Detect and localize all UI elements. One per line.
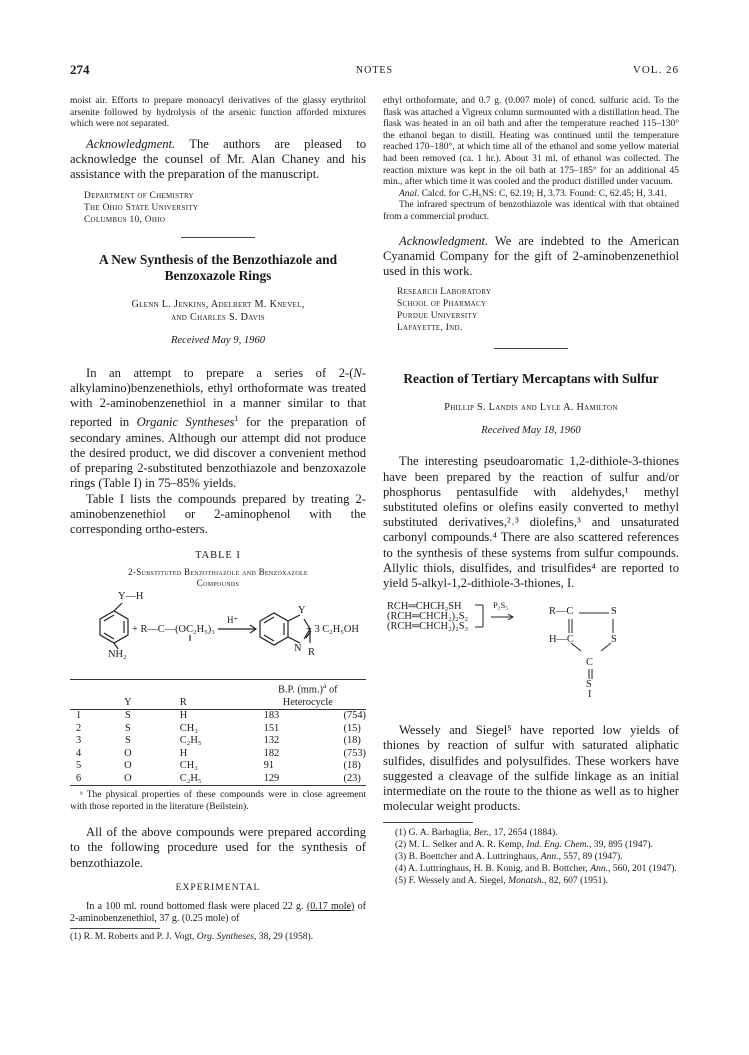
left-column — [70, 96, 366, 943]
table-row — [70, 723, 366, 735]
table-row — [70, 748, 366, 760]
table-subtitle-line: Compounds — [196, 578, 240, 589]
text-run: (1) G. A. Barbaglia, — [395, 827, 474, 839]
col-header-heterocycle: Heterocycle — [250, 697, 366, 710]
cell: 182 — [263, 747, 280, 759]
cell: H — [179, 747, 188, 759]
page-number: 274 — [70, 62, 90, 77]
affiliation-line: School of Pharmacy — [397, 298, 487, 309]
cell: 6 — [70, 773, 100, 786]
table-row — [70, 735, 366, 747]
text-run: -alkylamino)benzenethiols, ethyl orthoformate was treated with 2-aminobenzenethiol in a manner similar to that reported in — [70, 365, 366, 430]
reference — [383, 851, 679, 863]
cell: CH₃ — [179, 722, 198, 734]
text-run: Ann. — [590, 863, 609, 875]
cell: 1 — [76, 710, 82, 722]
table-intro-paragraph: Table I lists the compounds prepared by treating 2-aminobenzenethiol or 2-aminophenol with the corresponding ortho-esters. — [70, 491, 366, 536]
cell: (23) — [323, 773, 366, 786]
scheme-r: R — [308, 647, 315, 659]
scheme-n: N — [294, 643, 302, 655]
eqn-disulfide: (RCH═CHCH₂)₂S₂ — [387, 611, 469, 623]
received-date: Received May 9, 1960 — [170, 334, 266, 346]
acknowledgment — [383, 234, 679, 280]
references — [383, 827, 679, 887]
text-run: , 39, 895 (1947). — [589, 839, 653, 851]
authors-line: Glenn L. Jenkins, Adelbert M. Knevel, — [131, 298, 305, 310]
affiliation-previous — [70, 191, 366, 226]
cell: 91 — [263, 760, 275, 772]
cell: C₂H₅ — [156, 773, 250, 786]
eqn-s1: S — [611, 606, 617, 618]
text-run: for the preparation of secondary amines. Although our attempt did not produce the desired product, we did discover a convenient method of preparing 2-substituted benzothiazole and benzoxazole rings (Table I) in 75–85% yields. — [70, 415, 367, 491]
scheme-catalyst: H⁺ — [227, 615, 239, 626]
experimental-paragraph — [70, 901, 366, 926]
text-run: Monatsh. — [508, 875, 545, 887]
text-run: (2) M. L. Selker and A. R. Kemp, — [395, 839, 527, 851]
cell: (18) — [343, 760, 361, 772]
text-run: , 560, 201 (1947). — [608, 863, 677, 875]
text-run: Calcd. for C₇H₅NS: C, 62.19; H, 3.73. Found: C, 62.45; H, 3.41. — [419, 188, 667, 199]
reference — [383, 839, 679, 851]
affiliation-line: Columbus 10, Ohio — [84, 214, 166, 225]
cell: 2 — [76, 722, 82, 734]
eqn-c: C — [586, 657, 593, 669]
text-run: Organic Syntheses — [136, 415, 235, 430]
table-subtitle-line: 2-Substituted Benzothiazole and Benzoxazole — [128, 567, 308, 578]
cell: 129 — [250, 773, 324, 786]
cell: (18) — [343, 735, 361, 747]
right-column — [383, 96, 679, 887]
reaction-equation — [383, 601, 679, 659]
text-run: (3) B. Boettcher and A. Luttringhaus, — [395, 851, 541, 863]
intro-paragraph: The interesting pseudoaromatic 1,2-dithiole-3-thiones have been prepared by the reaction of sulfur and/or phosphorus pentasulfide with aldehydes,¹ methyl substituted olefins or olefins easily converted to methyl substituted derivatives,²˒³ diolefins,³ and unsaturated carbonyl compounds.⁴ There are also scattered references to the synthesis of these systems from sulfur compounds. Allylic thiols, disulfides, and trisulfides⁴ are reported to yield 5-alkyl-1,2-dithiole-3-thiones, I. — [383, 454, 679, 590]
cell: H — [179, 710, 188, 722]
cell: (753) — [343, 747, 366, 759]
cell: 151 — [263, 722, 280, 734]
footnote-marker: 1 — [234, 414, 239, 424]
affiliation-line: Purdue University — [397, 310, 478, 321]
table-title: TABLE I — [195, 550, 241, 562]
cell: O — [124, 747, 132, 759]
col-header-bp — [250, 680, 366, 697]
affiliation-line: Research Laboratory — [397, 287, 492, 298]
text-run: , 557, 89 (1947). — [558, 851, 623, 863]
cell: 5 — [76, 760, 82, 772]
infrared-paragraph: The infrared spectrum of benzothiazole was identical with that obtained from a commercial product. — [383, 200, 679, 222]
col-header-y: Y — [100, 697, 156, 710]
article-title — [70, 252, 366, 284]
acknowledgment-label: Acknowledgment. — [399, 233, 489, 248]
acknowledgment-label: Acknowledgment. — [86, 136, 176, 151]
cell: S — [124, 735, 131, 747]
text-run: , 17, 2654 (1884). — [488, 827, 558, 839]
text-run: of 2-aminobenzenethiol, 37 g. (0.25 mole) of — [70, 900, 367, 925]
text-run: Org. Syntheses — [196, 930, 254, 942]
text-run: Ind. Eng. Chem. — [526, 839, 589, 851]
text-run: N — [353, 365, 362, 380]
reference — [383, 875, 679, 887]
table-row — [70, 760, 366, 772]
table-subtitle — [70, 567, 366, 589]
cell: (754) — [343, 710, 366, 722]
col-header-index — [70, 680, 100, 697]
text-run: Anal. — [399, 188, 420, 199]
reference — [383, 827, 679, 839]
reference-1 — [70, 931, 366, 943]
text-run: (1) R. M. Roberts and P. J. Vogt, — [70, 930, 197, 942]
article-title: Reaction of Tertiary Mercaptans with Sulfur — [403, 371, 659, 387]
authors-line: and Charles S. Davis — [171, 311, 265, 323]
scheme-nh2: NH₂ — [108, 649, 127, 661]
affiliation-line: The Ohio State University — [84, 203, 199, 214]
scheme-coproduct: + 3 C₂H₅OH — [306, 624, 359, 636]
text-run: B.P. (mm.) — [277, 684, 324, 696]
article-authors: Phillip S. Landis and Lyle A. Hamilton — [444, 402, 618, 414]
compound-label: I — [588, 689, 592, 701]
footnote-rule — [70, 928, 160, 929]
text-run: , 38, 29 (1958). — [253, 930, 314, 942]
scheme-y: Y — [298, 605, 306, 617]
cell: 3 — [76, 735, 82, 747]
text-run: of — [326, 684, 338, 696]
cell: O — [100, 773, 156, 786]
affiliation — [383, 287, 679, 334]
text-run: Ber. — [473, 827, 489, 839]
procedure-intro-paragraph: All of the above compounds were prepared according to the following procedure used for the synthesis of benzothiazole. — [70, 825, 366, 870]
text-run: In a 100 ml. round bottomed flask were placed 22 g. — [86, 900, 307, 912]
reaction-scheme — [70, 589, 366, 679]
eqn-r-c: R—C — [549, 606, 574, 618]
page-header — [70, 62, 679, 82]
discussion-paragraph: Wessely and Siegel⁵ have reported low yields of thiones by reaction of sulfur with saturated aliphatic sulfides, disulfides and polysulfides. These workers have suggested a cleavage of the sulfide linkage as an initial intermediate on the route to the thione as well as to higher molecular weight products. — [383, 723, 679, 814]
eqn-s3: S — [586, 679, 592, 691]
footnote-rule — [383, 822, 473, 823]
text-run: (5) F. Wessely and A. Siegel, — [395, 875, 509, 887]
divider-rule — [181, 237, 255, 238]
acknowledgment-previous — [70, 137, 366, 183]
volume-label: VOL. 26 — [632, 64, 679, 76]
article-title-line: A New Synthesis of the Benzothiazole and — [98, 251, 338, 267]
cell: 4 — [76, 747, 82, 759]
table-row — [70, 773, 366, 786]
cell: CH₃ — [179, 760, 198, 772]
running-title: NOTES — [355, 65, 394, 76]
table-footnote: ᵃ The physical properties of these compounds were in close agreement with those reported in the literature (Beilstein). — [70, 789, 366, 812]
cell: 183 — [263, 710, 280, 722]
affiliation-line: Lafayette, Ind. — [397, 322, 463, 333]
equation-lower-drawing — [383, 659, 679, 697]
col-header-r: R — [156, 697, 250, 710]
col-header-index — [70, 697, 100, 710]
article-authors — [70, 298, 366, 324]
col-header-r-blank — [156, 680, 250, 697]
cell: (15) — [343, 722, 361, 734]
scheme-reagent: + R—C—(OC₂H₅)₃ — [132, 624, 215, 636]
experimental-continued: ethyl orthoformate, and 0.7 g. (0.007 mole) of concd. sulfuric acid. To the flask was attached a Vigreux column surmounted with a distillation head. The flask was heated in an oil bath and after the temperature reached 115–130° the ethanol began to distill. Heating was continued until the temperature reached 170–180°, at which time all of the ethanol and some yellow material had been removed (ca. 1 hr.). About 31 ml. of ethanol was collected. The reaction mixture was kept in the oil bath at 175–185° for an additional 45 min., after which time it was cooled and the product distilled under vacuum. — [383, 96, 679, 188]
received-date: Received May 18, 1960 — [481, 425, 581, 437]
eqn-trisulfide: (RCH═CHCH₂)₂S₃ — [387, 621, 469, 633]
acknowledgment-text: We are indebted to the American Cyanamid Company for the gift of 2-aminobenzenethiol used in this work. — [383, 233, 679, 278]
cell: S — [124, 722, 131, 734]
col-header-y-blank — [100, 680, 156, 697]
eqn-h-c: H—C — [549, 634, 574, 646]
table-row — [70, 710, 366, 723]
bond-to-y — [114, 603, 122, 611]
equation-lower — [383, 657, 679, 701]
divider-rule — [494, 348, 568, 349]
ring-bond — [601, 643, 611, 651]
text-run: (4) A. Luttringhaus, H. B. Konig, and B. Bottcher, — [395, 863, 591, 875]
scheme-yh: Y—H — [118, 591, 144, 603]
footnote-marker: a — [323, 681, 327, 691]
cell: C₂H₅ — [179, 735, 202, 747]
text-run: , 82, 607 (1951). — [544, 875, 609, 887]
article-title-line: Benzoxazole Rings — [164, 267, 272, 283]
intro-paragraph — [70, 366, 366, 492]
cell: S — [124, 710, 131, 722]
eqn-thiol: RCH═CHCH₂SH — [387, 601, 462, 613]
cell: O — [124, 760, 132, 772]
eqn-reagent: P₂S₅ — [493, 601, 509, 611]
analysis-paragraph — [383, 189, 679, 201]
affiliation-line: Department of Chemistry — [84, 191, 194, 202]
text-run: (0.17 mole) — [306, 900, 355, 912]
compounds-table — [70, 679, 366, 786]
reference — [383, 863, 679, 875]
paragraph-continued: moist air. Efforts to prepare monoacyl derivatives of the glassy erythritol arsenite followed by hydrolysis of the arsenic function afforded mixtures which were not separated. — [70, 96, 366, 130]
acknowledgment-text: The authors are pleased to acknowledge the counsel of Mr. Alan Chaney and his assistance with the preparation of the manuscript. — [70, 136, 366, 182]
text-run: In an attempt to prepare a series of 2-( — [86, 365, 354, 380]
eqn-s2: S — [611, 634, 617, 646]
cell: 132 — [263, 735, 280, 747]
text-run: Ann. — [540, 851, 559, 863]
experimental-heading: EXPERIMENTAL — [175, 881, 261, 893]
